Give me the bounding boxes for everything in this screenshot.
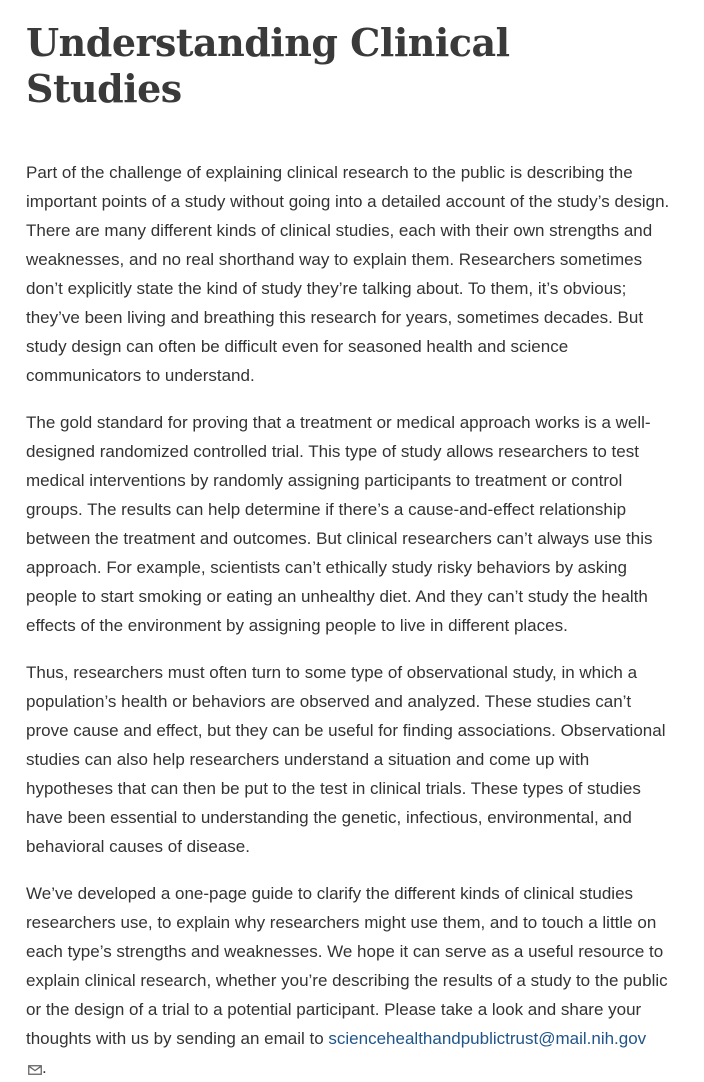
- paragraph-3: Thus, researchers must often turn to some type of observational study, in which a population’s health or behaviors are observed and analyzed. These studies can’t prove cause and effect, but they can be useful for finding associations. Observational studies can also help researchers understand a situation and come up with hypotheses that can then be put to the test in clinical trials. These types of studies have been essential to understanding the genetic, infectious, environmental, and behavioral causes of disease.: [26, 663, 666, 856]
- paragraph-1: Part of the challenge of explaining clinical research to the public is describing the important points of a study without going into a detailed account of the study’s design. There are many different kinds of clinical studies, each with their own strengths and weaknesses, and no real shorthand way to explain them. Researchers sometimes don’t explicitly state the kind of study they’re talking about. To them, it’s obvious; they’ve been living and breathing this research for years, sometimes decades. But study design can often be difficult even for seasoned health and science communicators to understand.: [26, 163, 670, 385]
- mail-icon[interactable]: [28, 1065, 42, 1075]
- article: [26, 0, 676, 1082]
- closing-end: .: [42, 1058, 47, 1077]
- paragraph-4: [26, 879, 676, 1082]
- paragraph-2: The gold standard for proving that a treatment or medical approach works is a well-designed randomized controlled trial. This type of study allows researchers to test medical interventions by randomly assigning participants to treatment or control groups. The results can help determine if there’s a cause-and-effect relationship between the treatment and outcomes. But clinical researchers can’t always use this approach. For example, scientists can’t ethically study risky behaviors by asking people to start smoking or eating an unhealthy diet. And they can’t study the health effects of the environment by assigning people to live in different places.: [26, 413, 653, 635]
- page-title: Understanding Clinical Studies: [26, 20, 510, 111]
- email-link[interactable]: sciencehealthandpublictrust@mail.nih.gov: [328, 1029, 647, 1048]
- closing-text: We’ve developed a one-page guide to clarify the different kinds of clinical studies researchers use, to explain why researchers might use them, and to touch a little on each type’s strengths and weaknesses. We hope it can serve as a useful resource to explain clinical research, whether you’re describing the results of a study to the public or the design of a trial to a potential participant. Please take a look and share your thoughts with us by sending an email to: [26, 884, 668, 1048]
